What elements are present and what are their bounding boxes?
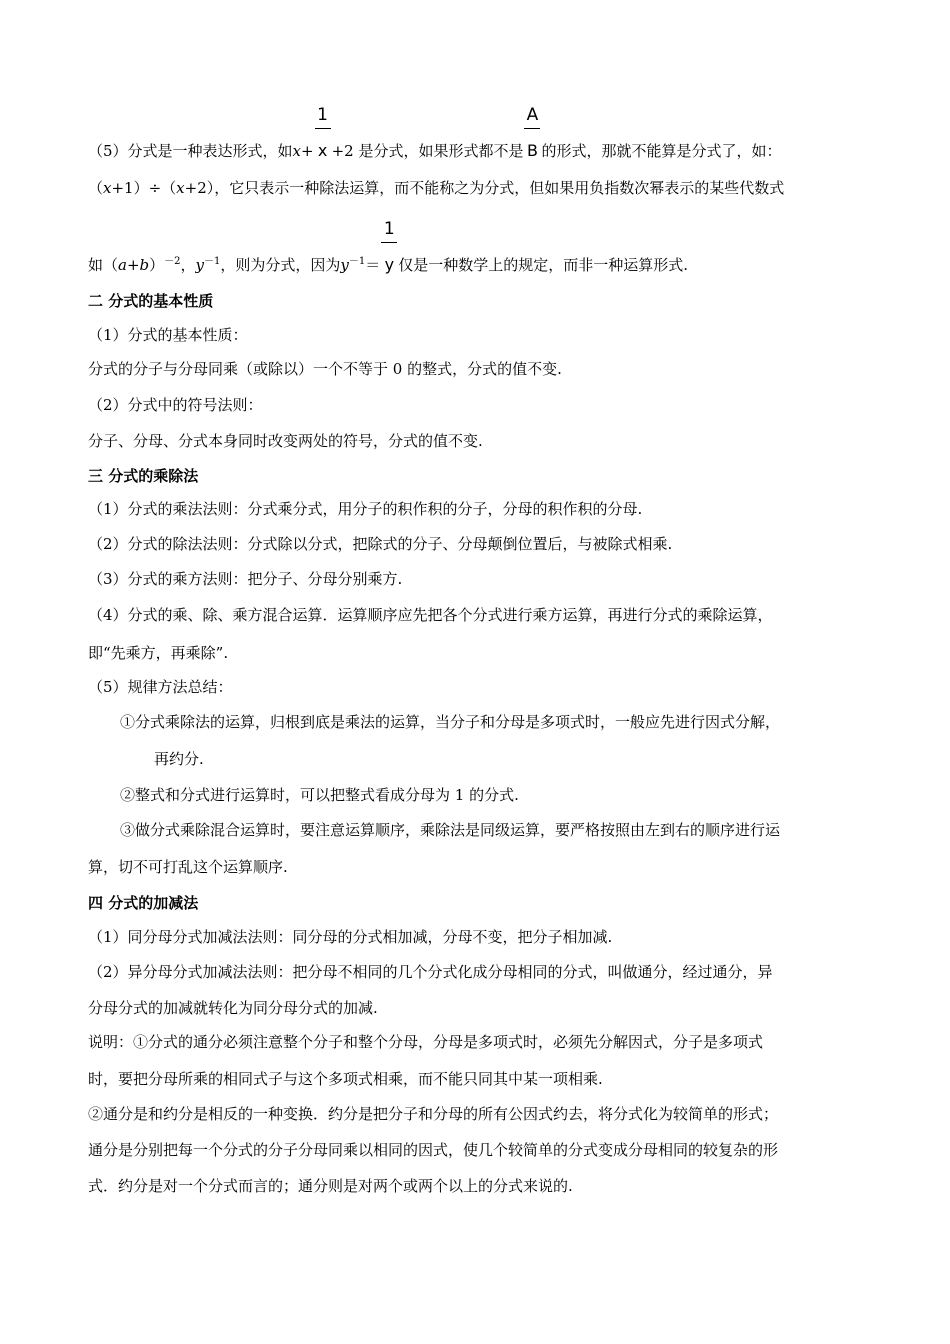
variable-x: x: [176, 179, 185, 197]
list-item-2: ②整式和分式进行运算时，可以把整式看成分母为 1 的分式.: [120, 786, 519, 804]
text-line: 分母分式的加减就转化为同分母分式的加减.: [88, 999, 378, 1017]
exponent: －2: [164, 256, 181, 267]
text: +1）÷（: [111, 179, 177, 197]
list-item-3: ③做分式乘除混合运算时，要注意运算顺序，乘除法是同级运算，要严格按照由左到右的顺序进行运: [120, 821, 781, 839]
paragraph-5-line-2: [88, 178, 784, 198]
exponent: －1: [348, 256, 366, 267]
text: +2），它只表示一种除法运算，而不能称之为分式，但如果用负指数次幂表示的某些代数式: [184, 179, 785, 197]
exponent: －1: [204, 256, 221, 267]
text: （5）分式是一种表达形式，如: [88, 142, 293, 160]
text: +2 是分式，如果形式都不是: [331, 142, 524, 160]
fraction-bar: [315, 128, 331, 129]
text: 的形式，那就不能算是分式了，如：: [541, 142, 782, 160]
text: ）: [149, 256, 165, 274]
text-line: （2）异分母分式加减法法则：把分母不相同的几个分式化成分母相同的分式，叫做通分，经过通分，异: [88, 963, 773, 981]
text: （: [88, 179, 104, 197]
equals-sign: ＝: [365, 256, 381, 274]
section-heading-3: 三 分式的乘除法: [88, 467, 199, 485]
plus-sign: +: [301, 142, 314, 160]
text-line: 说明：①分式的通分必须注意整个分子和整个分母，分母是多项式时，必须先分解因式，分子是多项式: [88, 1033, 764, 1051]
fraction-denominator: y: [384, 255, 395, 274]
expression-a-plus-b: a+b: [118, 256, 150, 274]
text-line: （2）分式中的符号法则：: [88, 396, 263, 414]
text-line: 分式的分子与分母同乘（或除以）一个不等于 0 的整式，分式的值不变.: [88, 360, 562, 378]
list-item-3-cont: 算，切不可打乱这个运算顺序.: [88, 858, 288, 876]
text-line: 即“先乘方，再乘除”.: [88, 644, 229, 662]
paragraph-5-line-3: [88, 219, 689, 275]
fraction-1-over-y: [380, 219, 398, 275]
paragraph-5-line-1: [88, 105, 782, 161]
text-line: 时，要把分母所乘的相同式子与这个多项式相乘，而不能只同其中某一项相乘.: [88, 1070, 603, 1088]
fraction-numerator: 1: [383, 219, 395, 239]
fraction-bar: [381, 242, 397, 243]
text-line: ②通分是和约分是相反的一种变换．约分是把分子和分母的所有公因式约去，将分式化为较简单的形式；: [88, 1105, 779, 1123]
fraction-denominator: x: [317, 141, 328, 160]
variable-y: y: [195, 256, 205, 274]
fraction-bar: [524, 128, 540, 129]
text-line: （1）分式的乘法法则：分式乘分式，用分子的积作积的分子，分母的积作积的分母.: [88, 500, 643, 518]
text-line: 通分是分别把每一个分式的分子分母同乘以相同的因式，使几个较简单的分式变成分母相同的较复杂的形: [88, 1141, 779, 1159]
text: 仅是一种数学上的规定，而非一种运算形式.: [398, 256, 689, 274]
section-heading-4: 四 分式的加减法: [88, 894, 199, 912]
text-line: （4）分式的乘、除、乘方混合运算．运算顺序应先把各个分式进行乘方运算，再进行分式的乘除运算，: [88, 606, 773, 624]
fraction-1-over-x: [314, 105, 332, 161]
list-item-1-cont: 再约分.: [154, 750, 204, 768]
variable-x: x: [103, 179, 112, 197]
fraction-denominator: B: [526, 141, 538, 160]
text-line: 分子、分母、分式本身同时改变两处的符号，分式的值不变.: [88, 432, 483, 450]
section-heading-2: 二 分式的基本性质: [88, 292, 214, 310]
text: 如（: [88, 256, 119, 274]
text-line: （1）同分母分式加减法法则：同分母的分式相加减，分母不变，把分子相加减.: [88, 928, 613, 946]
text-line: （2）分式的除法法则：分式除以分式，把除式的分子、分母颠倒位置后，与被除式相乘.: [88, 535, 673, 553]
fraction-a-over-b: [523, 105, 541, 161]
fraction-numerator: 1: [317, 105, 328, 125]
text: ，则为分式，因为: [220, 256, 341, 274]
text-line: （5）规律方法总结：: [88, 678, 233, 696]
variable-x: x: [292, 142, 302, 160]
text-line: 式．约分是对一个分式而言的；通分则是对两个或两个以上的分式来说的.: [88, 1177, 573, 1195]
fraction-numerator: A: [526, 105, 539, 125]
text-line: （3）分式的乘方法则：把分子、分母分别乘方.: [88, 570, 403, 588]
variable-y: y: [340, 256, 349, 274]
text-line: （1）分式的基本性质：: [88, 326, 248, 344]
list-item-1: ①分式乘除法的运算，归根到底是乘法的运算，当分子和分母是多项式时，一般应先进行因式分解，: [120, 713, 781, 731]
text: ，: [180, 256, 196, 274]
